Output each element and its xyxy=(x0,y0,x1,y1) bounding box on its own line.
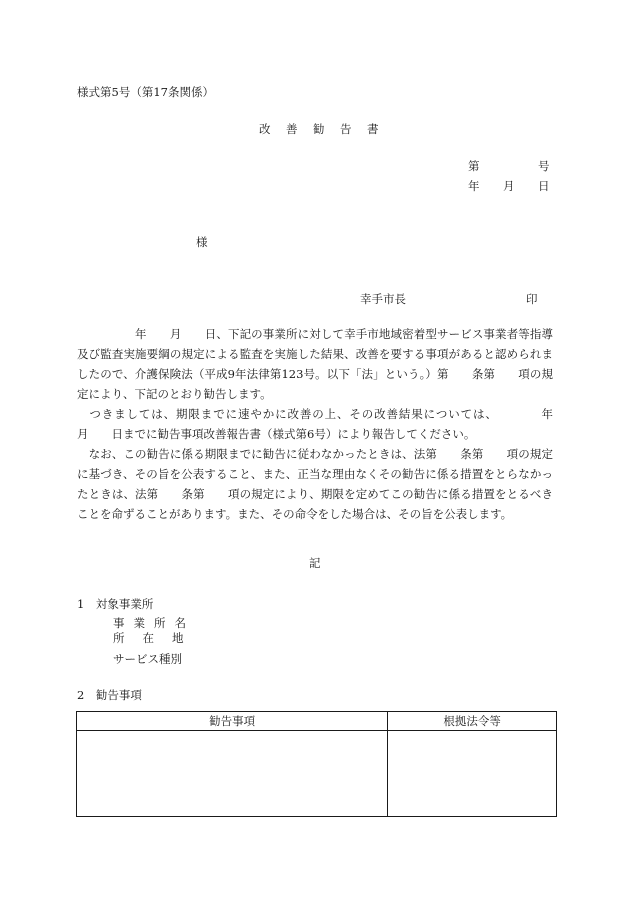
service-type-label: サービス種別 xyxy=(113,652,182,666)
recipient-suffix: 様 xyxy=(196,235,208,249)
document-title: 改 善 勧 告 書 xyxy=(259,122,381,136)
body-paragraph-3: なお、この勧告に係る期限までに勧告に従わなかったときは、法第 条第 項の規定に基づき、その旨を公表すること、また、正当な理由なくその勧告に係る措置をとらなかったときは、法第 条第 項の規定により、期限を定めてこの勧告に係る措置をとるべきことを命ずることがあります。また、その命令をした場合は、その旨を公表します。 xyxy=(77,447,553,521)
section2-heading: 2 勧告事項 xyxy=(77,688,142,702)
legal-basis-cell[interactable] xyxy=(388,731,557,817)
doc-number-prefix: 第 xyxy=(468,159,480,173)
date-year: 年 xyxy=(468,179,480,193)
header-legal-basis: 根拠法令等 xyxy=(388,712,557,731)
recommendation-items-cell[interactable] xyxy=(77,731,388,817)
table-body-row xyxy=(77,731,557,817)
doc-number-suffix: 号 xyxy=(538,159,550,173)
date-day: 日 xyxy=(538,179,550,193)
facility-address-label: 所在地 xyxy=(113,631,202,645)
header-recommendation-items: 勧告事項 xyxy=(77,712,388,731)
recommendation-table xyxy=(76,711,557,817)
table-header-row xyxy=(77,712,557,731)
issuer-title: 幸手市長 xyxy=(360,292,406,306)
ki-heading: 記 xyxy=(309,556,321,570)
body-paragraph-1: 年 月 日、下記の事業所に対して幸手市地域密着型サービス事業者等指導及び監査実施要綱の規定による監査を実施した結果、改善を要する事項があると認められましたので、介護保険法（平成9年法律第123号。以下「法」という。）第 条第 項の規定により、下記のとおり勧告します。 xyxy=(77,327,553,401)
date-month: 月 xyxy=(503,179,515,193)
section1-heading: 1 対象事業所 xyxy=(77,597,154,611)
body-paragraph-2: つきましては、期限までに速やかに改善の上、その改善結果については、 年 月 日までに勧告事項改善報告書（様式第6号）により報告してください。 xyxy=(77,407,576,441)
form-id: 様式第5号（第17条関係） xyxy=(77,85,214,99)
seal-mark: 印 xyxy=(526,292,538,306)
facility-name-label: 事業所名 xyxy=(113,616,195,630)
